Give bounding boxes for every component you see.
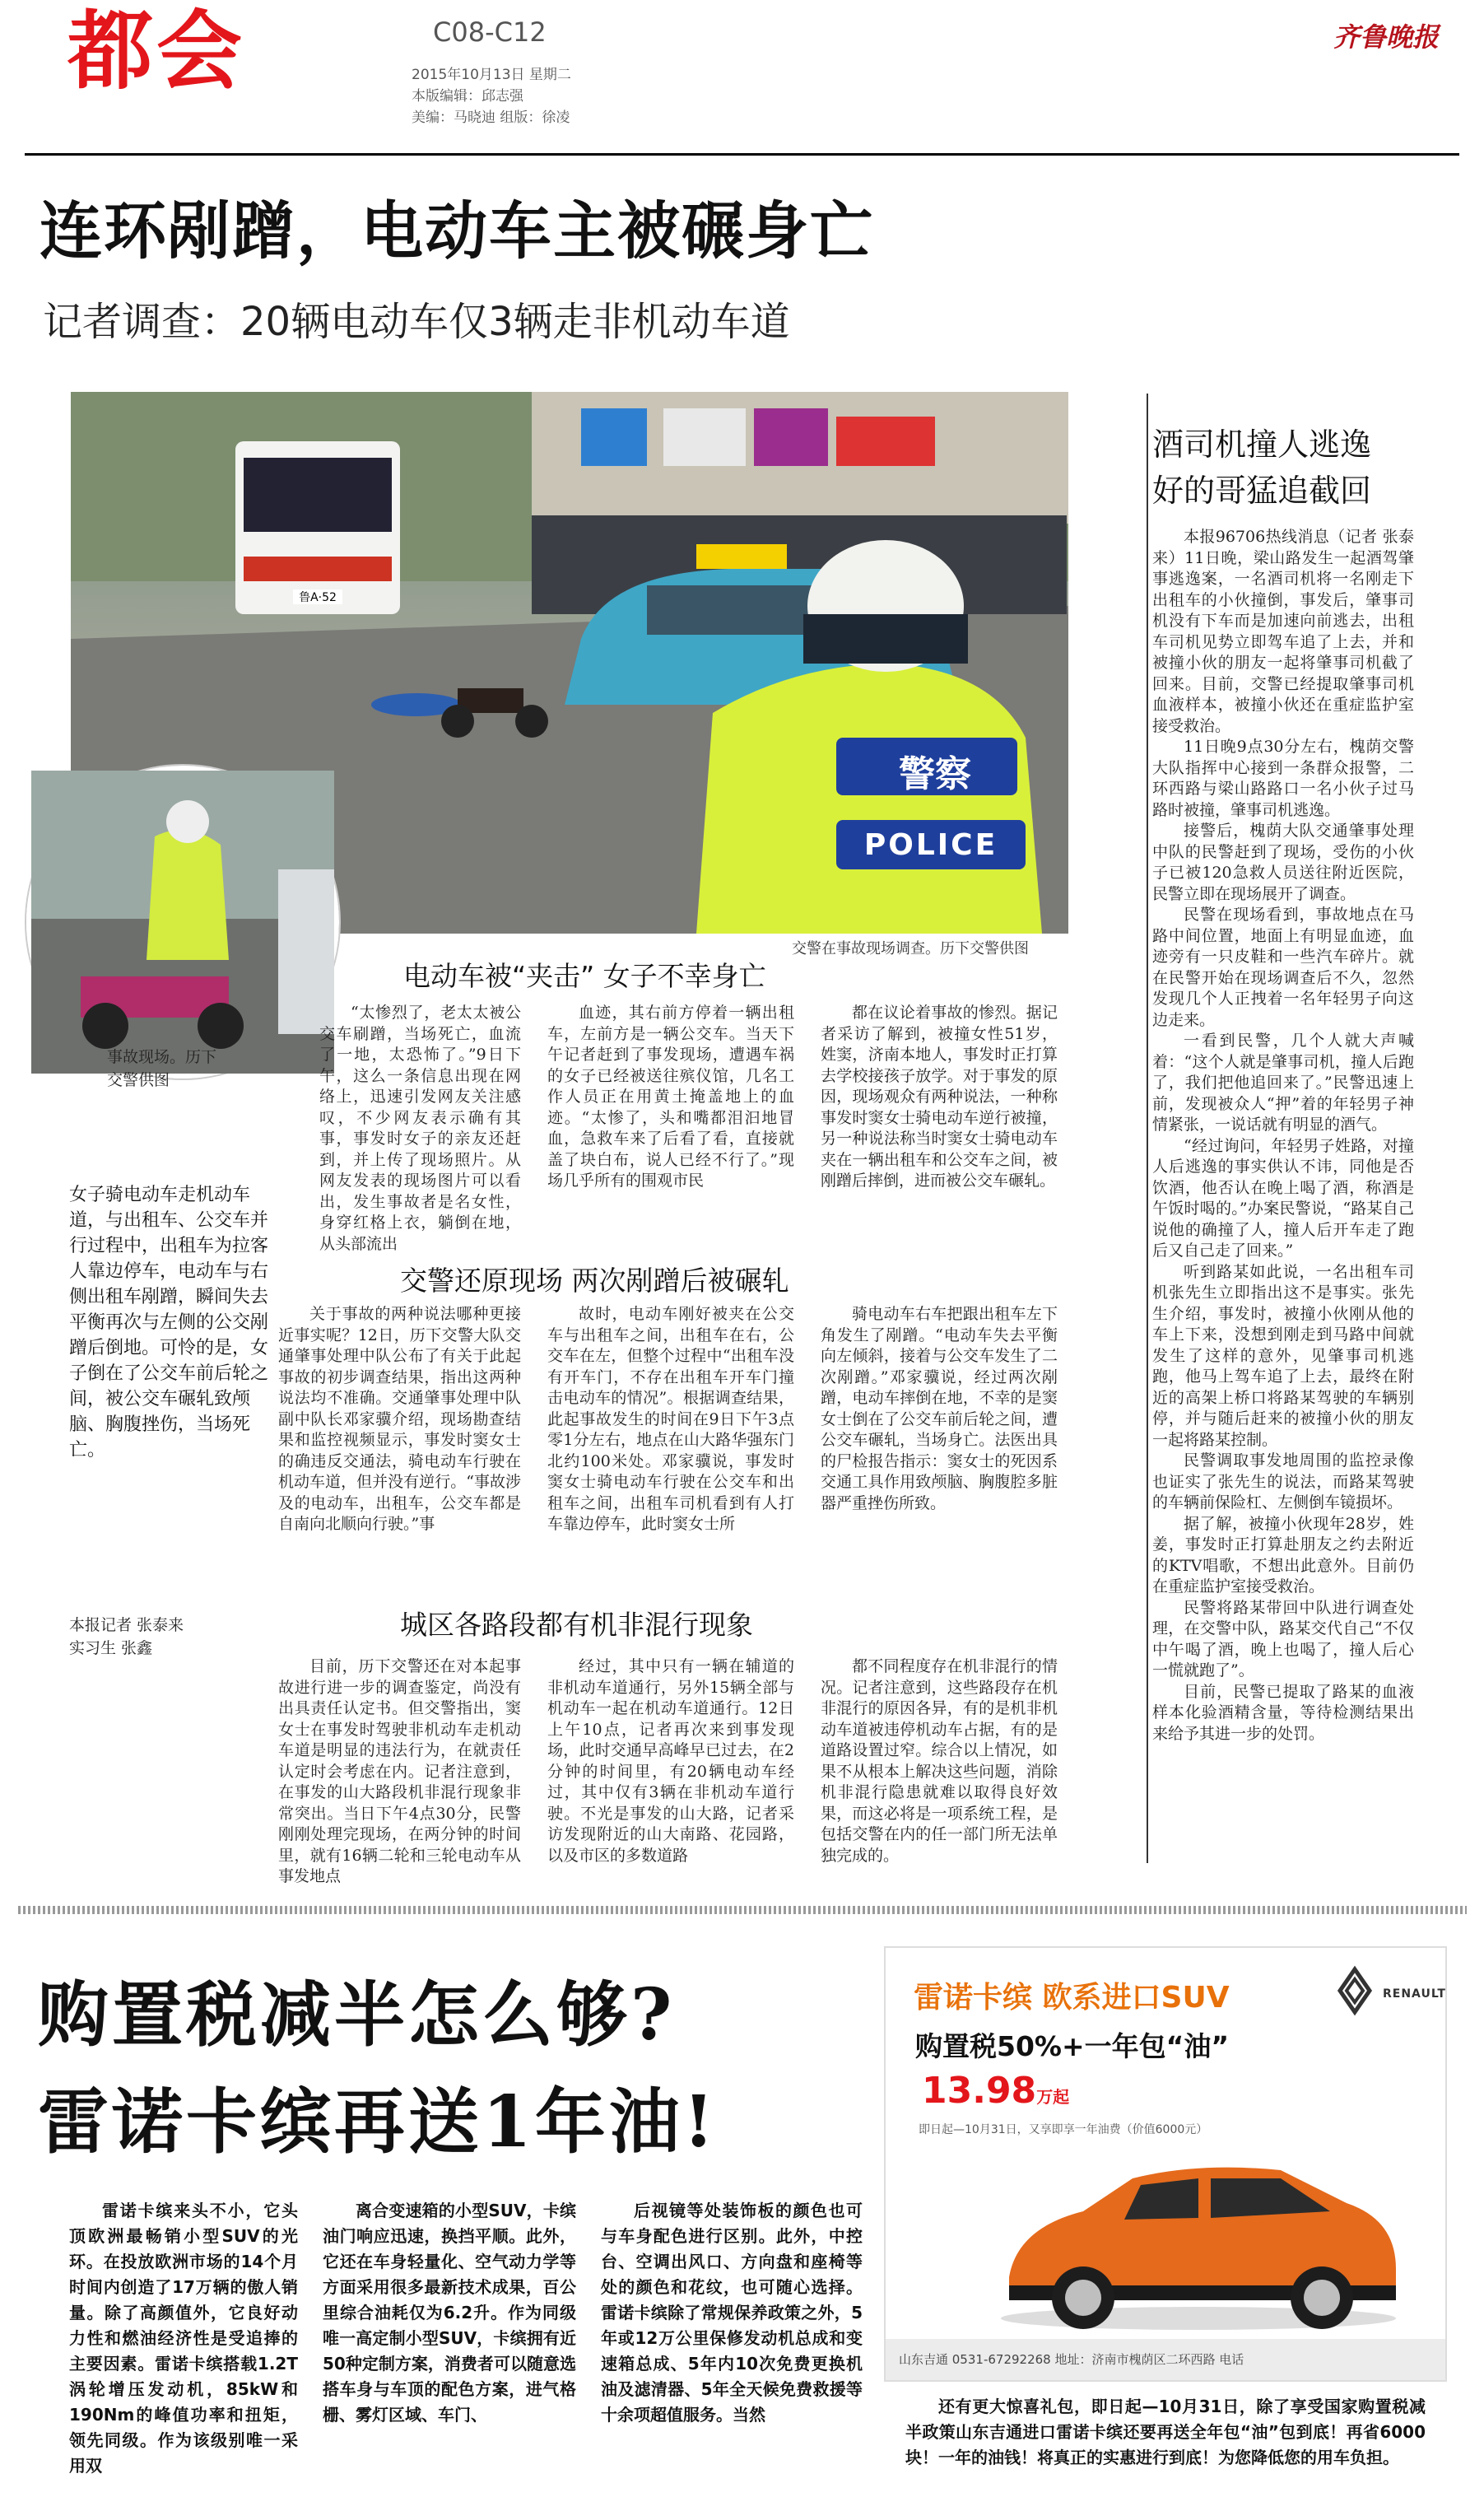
right-para: 据了解，被撞小伙现年28岁，姓姜，事发时正打算赴朋友之约去附近的KTV唱歌，不想出此意外。目前仍在重症监护室接受救治。 xyxy=(1152,1514,1414,1596)
main-headline: 连环剐蹭，电动车主被碾身亡 xyxy=(40,194,874,268)
right-para: 本报96706热线消息（记者 张泰来）11日晚，梁山路发生一起酒驾肇事逃逸案，一名酒司机将一名刚走下出租车的小伙撞倒，事发后，肇事司机没有下车而是加速向前逃去，出租车司机见势立即驾车追了上去，并和被撞小伙的朋友一起将肇事司机截了回来。目前，交警已经提取肇事司机血液样本，被撞小伙还在重症监护室接受救治。 xyxy=(1152,528,1414,735)
ad-box-subline: 购置税50%+一年包“油” xyxy=(915,2030,1230,2062)
art-line: 美编：马晓迪 组版：徐凌 xyxy=(412,109,570,126)
ad-fine-print: 即日起—10月31日，又享即享一年油费（价值6000元） xyxy=(919,2123,1208,2136)
ad-col-2: 离合变速箱的小型SUV，卡缤油门响应迅速，换挡平顺。此外，它还在车身轻量化、空气动力学等方面采用很多最新技术成果，百公里综合油耗仅为6.2升。作为同级唯一高定制小型SUV，卡缤拥有近50种定制方案，消费者可以随意选搭车身与车顶的配色方案，进气格栅、雾灯区域、车门、 xyxy=(323,2201,576,2425)
ad-headline-2: 雷诺卡缤再送1年油! xyxy=(38,2080,718,2164)
suv-car-image xyxy=(984,2154,1412,2335)
ad-promo-box xyxy=(884,1946,1447,2382)
editor-line: 本版编辑：邱志强 xyxy=(412,88,523,105)
section-3-col-1: 目前，历下交警还在对本起事故进行进一步的调查鉴定，尚没有出具责任认定书。但交警指出，窦女士在事发时驾驶非机动车走机动车道是明显的违法行为，在就责任认定时会考虑在内。记者注意到，在事发的山大路段机非混行现象非常突出。当日下午4点30分，民警刚刚处理完现场，在两分钟的时间里，就有16辆二轮和三轮电动车从事发地点 xyxy=(278,1657,521,1885)
byline xyxy=(69,1614,283,1660)
section-2-col-3: 骑电动车右车把跟出租车左下角发生了剐蹭。“电动车失去平衡向左倾斜，接着与公交车发生了二次剐蹭。”邓家骥说，经过两次剐蹭，电动车摔倒在地，不幸的是窦女士倒在了公交车前后轮之间，遭公交车碾轧，当场身亡。法医出具的尸检报告指示：窦女士的死因系交通工具作用致颅脑、胸腹腔多脏器严重挫伤所致。 xyxy=(821,1305,1058,1512)
sidebar-summary: 女子骑电动车走机动车道，与出租车、公交车并行过程中，出租车为拉客人靠边停车，电动车与右侧出租车剐蹭，瞬间失去平衡再次与左侧的公交剐蹭后倒地。可怜的是，女子倒在了公交车前后轮之间，被公交车碾轧致颅脑、胸腹挫伤，当场死亡。 xyxy=(69,1185,269,1460)
right-para: 民警在现场看到，事故地点在马路中间位置，地面上有明显血迹，血迹旁有一只皮鞋和一些汽车碎片。就在民警开始在现场调查后不久，忽然发现几个人正拽着一名年轻男子向这边走来。 xyxy=(1152,906,1414,1029)
ad-col-1: 雷诺卡缤来头不小，它头顶欧洲最畅销小型SUV的光环。在投放欧洲市场的14个月时间内创造了17万辆的傲人销量。除了高颜值外，它良好动力性和燃油经济性是受追捧的主要因素。雷诺卡缤搭载1.2T涡轮增压发动机，85kW和190Nm的峰值功率和扭矩，领先同级。作为该级别唯一采用双 xyxy=(69,2201,298,2476)
section-3-col-3: 都不同程度存在机非混行的情况。记者注意到，这些路段存在机非混行的原因各异，有的是机非机动车道被违停机动车占据，有的是道路设置过窄。综合以上情况，如果不从根本上解决这些问题，消除机非混行隐患就难以取得良好效果，而这必将是一项系统工程，是包括交警在内的任一部门所无法单独完成的。 xyxy=(821,1657,1058,1865)
ad-price-value: 13.98 xyxy=(922,2070,1037,2112)
section-title: 都会 xyxy=(67,1,246,101)
section-3-title: 城区各路段都有机非混行现象 xyxy=(400,1609,753,1641)
ad-box-headline: 雷诺卡缤 欧系进口SUV xyxy=(914,1981,1230,2015)
section-1-title: 电动车被“夹击” 女子不幸身亡 xyxy=(403,960,766,992)
ad-price xyxy=(922,2070,1069,2112)
vest-label-en: POLICE xyxy=(863,828,998,862)
right-title-line-2: 好的哥猛追截回 xyxy=(1152,473,1372,509)
date-line: 2015年10月13日 星期二 xyxy=(412,67,571,83)
newspaper-logo: 齐鲁晚报 xyxy=(1333,21,1440,53)
main-photo-caption: 交警在事故现场调查。历下交警供图 xyxy=(792,940,1029,957)
right-para: 民警调取事发地周围的监控录像也证实了张先生的说法，而路某驾驶的车辆前保险杠、左侧倒车镜损坏。 xyxy=(1152,1451,1414,1512)
vest-label-cn: 警察 xyxy=(899,753,971,795)
main-subhead: 记者调查：20辆电动车仅3辆走非机动车道 xyxy=(43,299,790,345)
right-story-title xyxy=(1152,422,1371,514)
ad-price-unit: 万起 xyxy=(1036,2087,1070,2107)
section-1-col-3: 都在议论着事故的惨烈。据记者采访了解到，被撞女性51岁，姓窦，济南本地人，事发时正打算去学校接孩子放学。对于事发的原因，现场观众有两种说法，一种称事发时窦女士骑电动车逆行被撞，另一种说法称当时窦女士骑电动车夹在一辆出租车和公交车之间，被刚蹭后摔倒，进而被公交车碾轧。 xyxy=(821,1004,1058,1190)
right-story-body xyxy=(1152,527,1414,1865)
right-title-line-1: 酒司机撞人逃逸 xyxy=(1152,426,1372,463)
inset-caption: 事故现场。历下交警供图 xyxy=(107,1048,217,1089)
right-para: 听到路某如此说，一名出租车司机张先生立即指出这不是事实。张先生介绍，事发时，被撞小伙刚从他的车上下来，没想到刚走到马路中间就发生了这样的意外，见肇事司机逃跑，他马上驾车追了上去，最终在附近的高架上桥口将路某驾驶的车辆别停，并与随后赶来的被撞小伙的朋友一起将路某控制。 xyxy=(1152,1262,1414,1449)
right-column-rule xyxy=(1147,394,1148,1863)
ad-col-3: 后视镜等处装饰板的颜色也可与车身配色进行区别。此外，中控台、空调出风口、方向盘和座椅等处的颜色和花纹，也可随心选择。雷诺卡缤除了常规保养政策之外，5年或12万公里保修发动机总成和变速箱总成、5年内10次免费更换机油及滤清器、5年全天候免费救援等十余项超值服务。当然 xyxy=(601,2201,863,2425)
ad-headline-1: 购置税减半怎么够? xyxy=(38,1973,676,2057)
right-para: 11日晚9点30分左右，槐荫交警大队指挥中心接到一条群众报警，二环西路与梁山路路口一名小伙子过马路时被撞，肇事司机逃逸。 xyxy=(1152,738,1414,819)
renault-logo-icon xyxy=(1330,1966,1379,2015)
right-para: “经过询问，年轻男子姓路，对撞人后逃逸的事实供认不讳，同他是否饮酒，他否认在晚上喝了酒，称酒是午饭时喝的。”办案民警说，“路某自己说他的确撞了人，撞人后开车走了跑后又自己走了回来。” xyxy=(1152,1136,1414,1260)
ad-dealer-footer xyxy=(886,2339,1445,2380)
inset-illustration xyxy=(31,771,334,1074)
section-2-col-1: 关于事故的两种说法哪种更接近事实呢？12日，历下交警大队交通肇事处理中队公布了有关于此起事故的初步调查结果，指出这两种说法均不准确。交通肇事处理中队副中队长邓家骥介绍，现场勘查结果和监控视频显示，事发时窦女士的确违反交通法，骑电动车行驶在机动车道，但并没有逆行。“事故涉及的电动车，出租车，公交车都是自南向北顺向行驶。”事 xyxy=(278,1305,521,1533)
section-1-col-1: “太惨烈了，老太太被公交车刷蹭，当场死亡，血流了一地，太恐怖了。”9日下午，这么一条信息出现在网络上，迅速引发网友关注感叹，不少网友表示确有其事，事发时女子的亲友还赶到，并上传了现场照片。从网友发表的现场图片可以看出，发生事故者是名女性，身穿红格上衣，躺倒在地，从头部流出 xyxy=(319,1004,521,1253)
page-range: C08-C12 xyxy=(433,16,547,48)
advert-divider xyxy=(18,1906,1467,1914)
right-para: 一看到民警，几个人就大声喊着：“这个人就是肇事司机，撞人后跑了，我们把他追回来了。”民警迅速上前，发现被众人“押”着的年轻男子神情紧张，一说话就有明显的酒气。 xyxy=(1152,1032,1414,1134)
masthead-meta xyxy=(412,64,571,128)
section-2-title: 交警还原现场 两次剐蹭后被碾轧 xyxy=(400,1265,789,1297)
ad-col-4: 还有更大惊喜礼包，即日起—10月31日，除了享受国家购置税减半政策山东吉通进口雷诺卡缤还要再送全年包“油”包到底！再省6000块！一年的油钱！将真正的实惠进行到底！为您降低您的用车负担。 xyxy=(905,2397,1426,2467)
bus-plate-text: 鲁A·52 xyxy=(299,591,337,604)
top-rule xyxy=(25,153,1459,156)
inset-photo xyxy=(26,766,339,1078)
right-para: 目前，民警已提取了路某的血液样本化验酒精含量，等待检测结果出来给予其进一步的处罚。 xyxy=(1152,1682,1414,1743)
section-3-col-2: 经过，其中只有一辆在辅道的非机动车道通行，另外15辆全部与机动车一起在机动车道通行。12日上午10点，记者再次来到事发现场，此时交通早高峰早已过去，在2分钟的时间里，有20辆电动车经过，其中仅有3辆在非机动车道行驶。不光是事发的山大路，记者采访发现附近的山大南路、花园路，以及市区的多数道路 xyxy=(547,1657,794,1865)
right-para: 接警后，槐荫大队交通肇事处理中队的民警赶到了现场，受伤的小伙子已被120急救人员送往附近医院，民警立即在现场展开了调查。 xyxy=(1152,822,1414,903)
byline-reporter: 本报记者 张泰来 xyxy=(69,1616,184,1634)
section-2-col-2: 故时，电动车刚好被夹在公交车与出租车之间，出租车在右，公交车在左，但整个过程中“出租车没有开车门，不存在出租车开车门撞击电动车的情况”。根据调查结果，此起事故发生的时间在9日下午3点零1分左右，地点在山大路华强东门北约100米处。邓家骥说，事发时窦女士骑电动车行驶在公交车和出租车之间，出租车司机看到有人打车靠边停车，此时窦女士所 xyxy=(547,1305,794,1533)
byline-intern: 实习生 张鑫 xyxy=(69,1639,153,1657)
renault-wordmark: RENAULT xyxy=(1383,1987,1446,2001)
right-para: 民警将路某带回中队进行调查处理，在交警中队，路某交代自己“不仅中午喝了酒，晚上也喝了，撞人后心一慌就跑了”。 xyxy=(1152,1598,1414,1679)
ad-dealer-info: 山东吉通 0531-67292268 地址：济南市槐荫区二环西路 电话 xyxy=(899,2352,1244,2367)
section-1-col-2: 血迹，其右前方停着一辆出租车，左前方是一辆公交车。当天下午记者赶到了事发现场，遭遇车祸的女子已经被送往殡仪馆，几名工作人员正在用黄土掩盖地上的血迹。“太惨了，头和嘴都泪汩地冒血，急救车来了后看了看，直接就盖了块白布，说人已经不行了。”现场几乎所有的围观市民 xyxy=(547,1004,794,1190)
